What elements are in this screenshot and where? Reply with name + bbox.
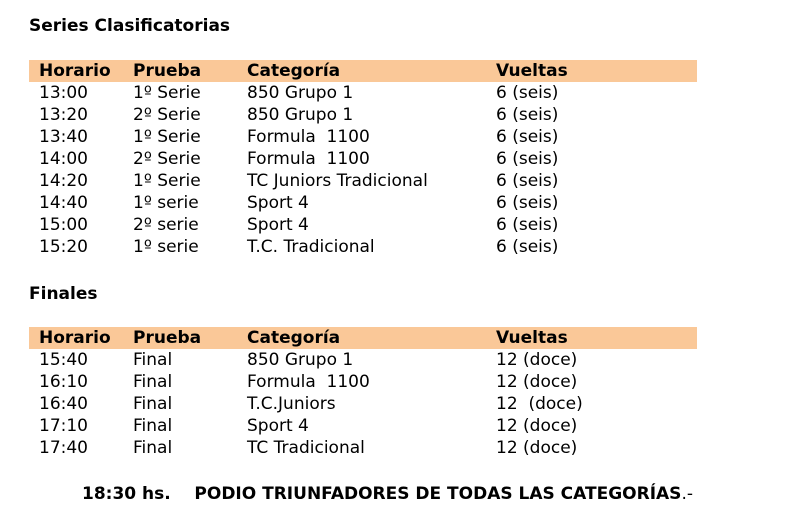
table-row <box>29 170 697 192</box>
cell-category: Formula 1100 <box>247 372 370 392</box>
cell-race: 2º Serie <box>133 105 201 125</box>
table-row <box>29 192 697 214</box>
cell-category: Formula 1100 <box>247 149 370 169</box>
header-category: Categoría <box>247 61 341 81</box>
cell-category: TC Tradicional <box>247 438 365 458</box>
cell-time: 13:20 <box>39 105 88 125</box>
cell-race: 1º Serie <box>133 171 201 191</box>
cell-time: 17:40 <box>39 438 88 458</box>
table-row <box>29 415 697 437</box>
cell-time: 14:20 <box>39 171 88 191</box>
table-header <box>29 327 697 349</box>
finales-schedule-table <box>29 327 697 459</box>
series-schedule-table <box>29 60 697 258</box>
table-row <box>29 148 697 170</box>
table-row <box>29 82 697 104</box>
header-time: Horario <box>39 61 111 81</box>
cell-race: 1º Serie <box>133 83 201 103</box>
finales-section-title: Finales <box>29 284 98 304</box>
cell-category: T.C. Tradicional <box>247 237 375 257</box>
cell-time: 14:00 <box>39 149 88 169</box>
footer-time: 18:30 hs. <box>82 484 171 504</box>
table-row <box>29 437 697 459</box>
cell-category: Sport 4 <box>247 416 309 436</box>
cell-race: Final <box>133 438 173 458</box>
table-row <box>29 371 697 393</box>
table-row <box>29 349 697 371</box>
footer-suffix: .- <box>681 484 693 504</box>
cell-laps: 6 (seis) <box>496 193 559 213</box>
cell-race: Final <box>133 394 173 414</box>
cell-time: 14:40 <box>39 193 88 213</box>
cell-category: 850 Grupo 1 <box>247 350 354 370</box>
cell-time: 15:40 <box>39 350 88 370</box>
cell-laps: 6 (seis) <box>496 215 559 235</box>
cell-laps: 6 (seis) <box>496 127 559 147</box>
table-row <box>29 393 697 415</box>
cell-laps: 6 (seis) <box>496 149 559 169</box>
cell-race: 1º serie <box>133 237 199 257</box>
header-race: Prueba <box>133 328 202 348</box>
cell-category: TC Juniors Tradicional <box>247 171 428 191</box>
cell-time: 17:10 <box>39 416 88 436</box>
cell-laps: 6 (seis) <box>496 171 559 191</box>
podium-footer <box>82 483 693 505</box>
header-laps: Vueltas <box>496 61 568 81</box>
cell-laps: 6 (seis) <box>496 237 559 257</box>
header-category: Categoría <box>247 328 341 348</box>
cell-category: Sport 4 <box>247 215 309 235</box>
cell-category: Sport 4 <box>247 193 309 213</box>
cell-time: 16:40 <box>39 394 88 414</box>
cell-category: 850 Grupo 1 <box>247 105 354 125</box>
cell-time: 16:10 <box>39 372 88 392</box>
footer-text: PODIO TRIUNFADORES DE TODAS LAS CATEGORÍAS <box>194 484 682 504</box>
cell-race: Final <box>133 416 173 436</box>
cell-laps: 6 (seis) <box>496 105 559 125</box>
table-header <box>29 60 697 82</box>
series-section-title: Series Clasificatorias <box>29 16 231 36</box>
table-row <box>29 126 697 148</box>
cell-category: 850 Grupo 1 <box>247 83 354 103</box>
cell-race: 2º serie <box>133 215 199 235</box>
header-laps: Vueltas <box>496 328 568 348</box>
cell-time: 15:00 <box>39 215 88 235</box>
cell-time: 13:40 <box>39 127 88 147</box>
cell-race: 1º Serie <box>133 127 201 147</box>
cell-category: Formula 1100 <box>247 127 370 147</box>
table-row <box>29 104 697 126</box>
header-race: Prueba <box>133 61 202 81</box>
table-row <box>29 214 697 236</box>
cell-race: Final <box>133 350 173 370</box>
table-row <box>29 236 697 258</box>
cell-time: 15:20 <box>39 237 88 257</box>
cell-laps: 12 (doce) <box>496 394 583 414</box>
cell-race: Final <box>133 372 173 392</box>
cell-laps: 12 (doce) <box>496 438 578 458</box>
cell-laps: 12 (doce) <box>496 372 578 392</box>
cell-category: T.C.Juniors <box>247 394 336 414</box>
header-time: Horario <box>39 328 111 348</box>
cell-race: 1º serie <box>133 193 199 213</box>
cell-laps: 6 (seis) <box>496 83 559 103</box>
cell-time: 13:00 <box>39 83 88 103</box>
cell-race: 2º Serie <box>133 149 201 169</box>
cell-laps: 12 (doce) <box>496 416 578 436</box>
cell-laps: 12 (doce) <box>496 350 578 370</box>
